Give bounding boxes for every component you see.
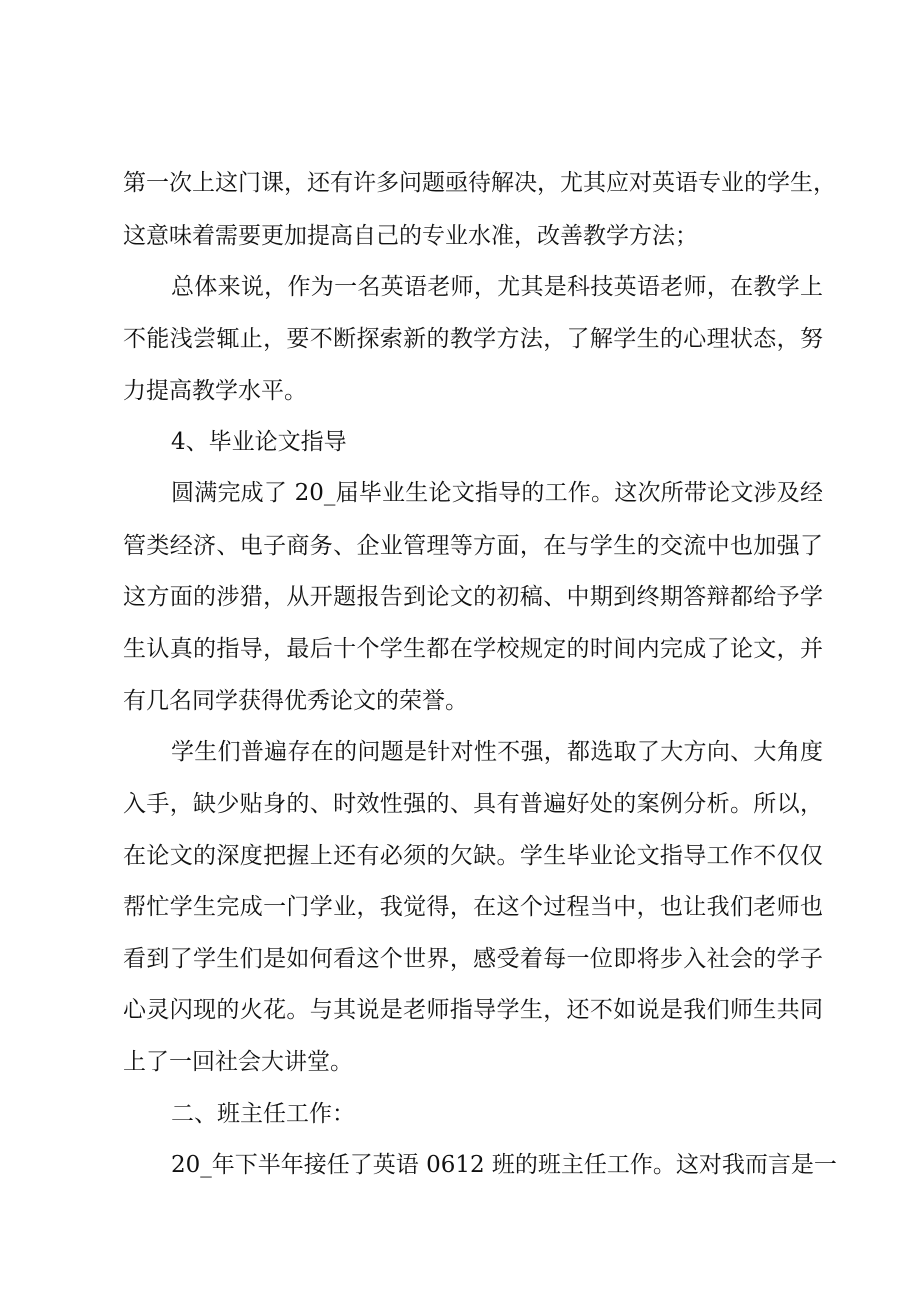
section-heading: 4、毕业论文指导	[171, 429, 347, 455]
text-line: 帮忙学生完成一门学业，我觉得，在这个过程当中，也让我们老师也	[123, 894, 823, 920]
text-line: 管类经济、电子商务、企业管理等方面，在与学生的交流中也加强了	[123, 533, 823, 559]
text-line: 上了一回社会大讲堂。	[123, 1049, 353, 1075]
text-line: 在论文的深度把握上还有必须的欠缺。学生毕业论文指导工作不仅仅	[123, 843, 823, 869]
text-line: 圆满完成了 20_届毕业生论文指导的工作。这次所带论文涉及经	[171, 480, 823, 506]
text-line: 不能浅尝辄止，要不断探索新的教学方法，了解学生的心理状态，努	[123, 326, 823, 352]
text-line: 生认真的指导，最后十个学生都在学校规定的时间内完成了论文，并	[123, 636, 823, 662]
text-line: 有几名同学获得优秀论文的荣誉。	[123, 688, 468, 714]
text-line: 总体来说，作为一名英语老师，尤其是科技英语老师，在教学上	[171, 274, 823, 300]
text-line: 20_年下半年接任了英语 0612 班的班主任工作。这对我而言是一	[171, 1152, 837, 1178]
text-line: 力提高教学水平。	[123, 378, 307, 404]
text-line: 这意味着需要更加提高自己的专业水准，改善教学方法；	[123, 223, 698, 249]
text-line: 第一次上这门课，还有许多问题亟待解决，尤其应对英语专业的学生，	[123, 170, 836, 196]
text-line: 心灵闪现的火花。与其说是老师指导学生，还不如说是我们师生共同	[123, 997, 823, 1023]
text-line: 学生们普遍存在的问题是针对性不强，都选取了大方向、大角度	[171, 739, 823, 765]
text-line: 入手，缺少贴身的、时效性强的、具有普遍好处的案例分析。所以，	[123, 791, 823, 817]
section-heading: 二、班主任工作：	[171, 1101, 355, 1127]
text-line: 这方面的涉猎，从开题报告到论文的初稿、中期到终期答辩都给予学	[123, 584, 823, 610]
text-line: 看到了学生们是如何看这个世界，感受着每一位即将步入社会的学子	[123, 946, 823, 972]
